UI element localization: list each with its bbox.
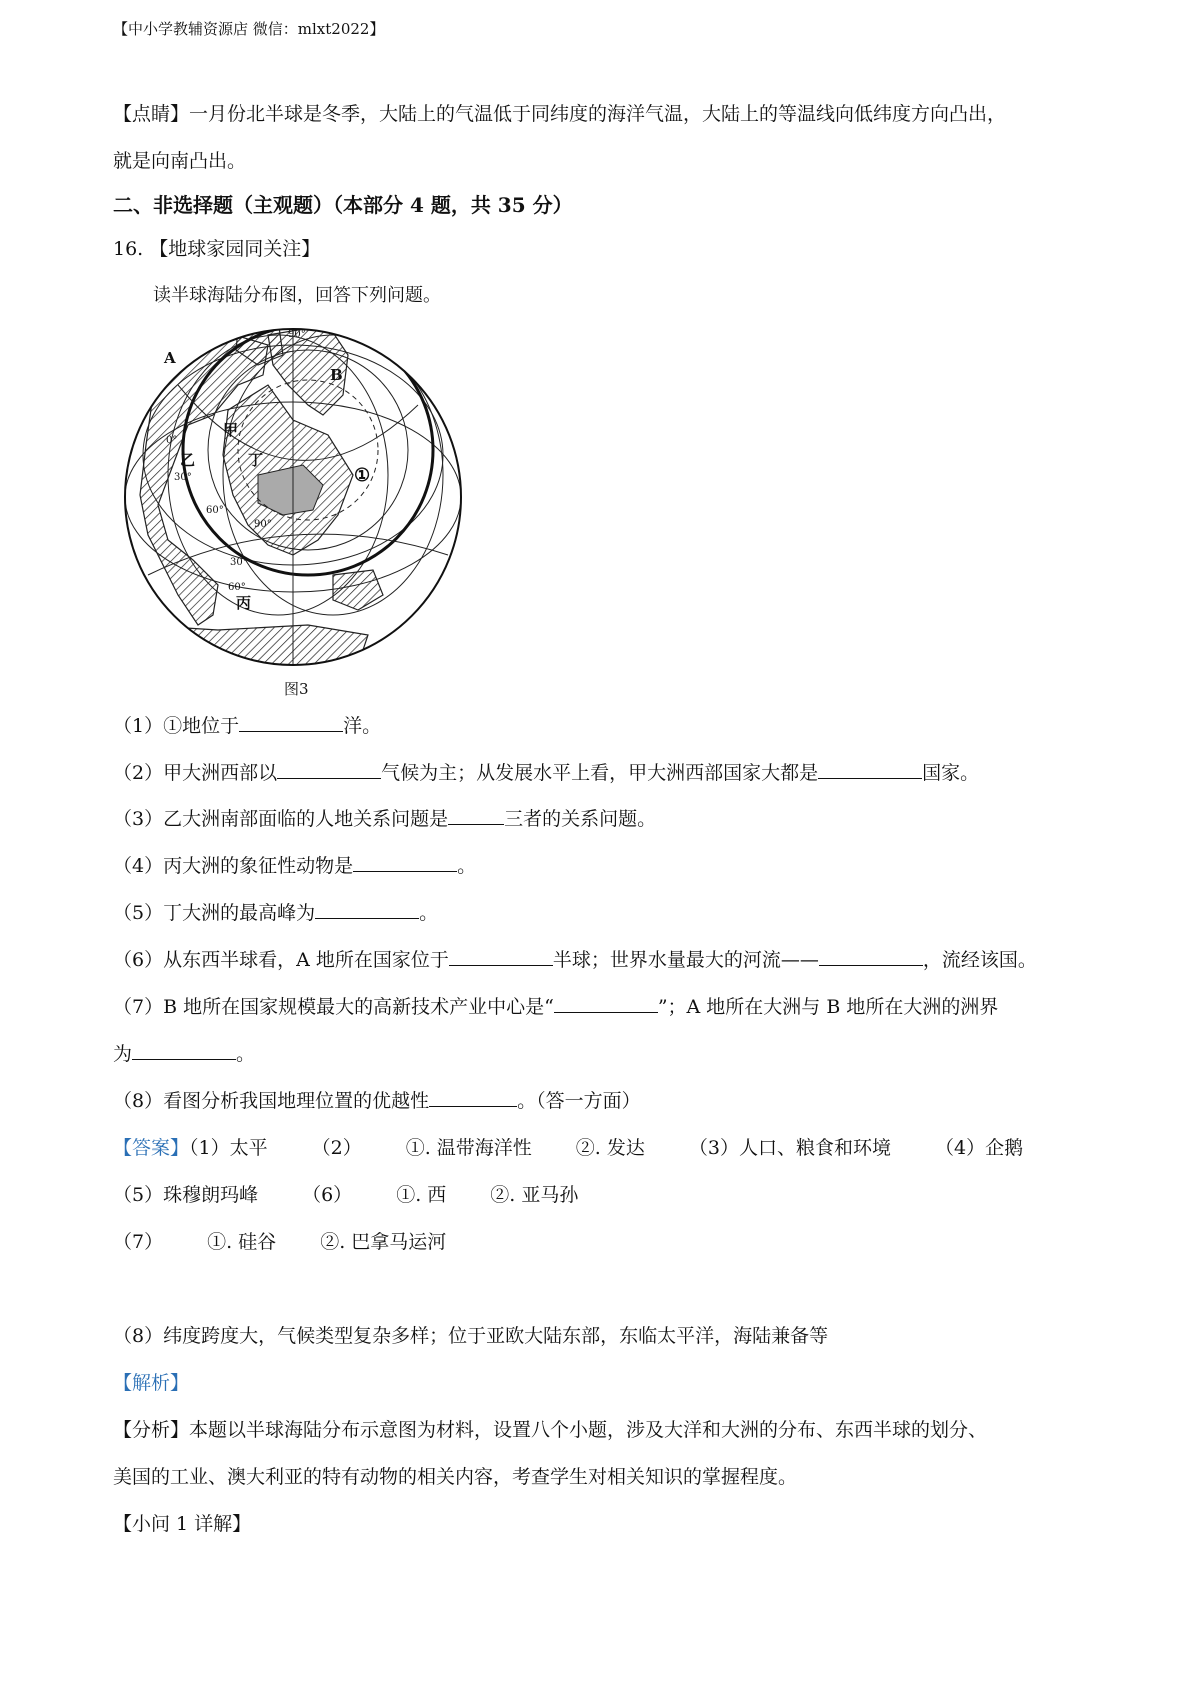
q4-text: （4）丙大洲的象征性动物是 <box>113 855 354 877</box>
q2-text-end: 国家。 <box>922 762 980 784</box>
q6-text-end: ，流经该国。 <box>922 949 1037 971</box>
map-label-bing: 丙 <box>236 594 252 612</box>
question-title: 16. 【地球家园同关注】 <box>113 238 321 260</box>
figure-caption: 图3 <box>284 680 309 698</box>
q2-text-mid: 气候为主；从发展水平上看，甲大洲西部国家大都是 <box>381 762 819 784</box>
map-deg-60-left: 60° <box>206 505 224 516</box>
question-intro: 读半球海陆分布图，回答下列问题。 <box>153 285 441 306</box>
answer-1: （1）太平 <box>189 1137 268 1159</box>
dianjing-line-2: 就是向南凸出。 <box>113 150 247 172</box>
answer-8: （8）纬度跨度大，气候类型复杂多样；位于亚欧大陆东部，东临太平洋，海陆兼备等 <box>113 1325 829 1347</box>
map-label-ding: 丁 <box>248 451 264 469</box>
answer-7-2: ②. 巴拿马运河 <box>320 1231 447 1253</box>
fenxi-line-2: 美国的工业、澳大利亚的特有动物的相关内容，考查学生对相关知识的掌握程度。 <box>113 1466 798 1488</box>
continent-antarctica <box>138 625 368 675</box>
map-deg-60-bottom: 60° <box>228 582 246 593</box>
q7-text-mid: ”；A 地所在大洲与 B 地所在大洲的洲界 <box>657 996 999 1018</box>
analysis-label: 【解析】 <box>113 1372 190 1394</box>
answer-2-1: ①. 温带海洋性 <box>405 1137 532 1159</box>
q8-text-end: 。（答一方面） <box>517 1090 641 1112</box>
map-deg-90-top: 90° <box>288 329 306 340</box>
answer-6: （6） <box>302 1184 353 1206</box>
question-4 <box>113 853 476 879</box>
q4-text-end: 。 <box>457 855 477 877</box>
q1-blank[interactable] <box>239 713 343 732</box>
answer-2-2: ②. 发达 <box>575 1137 645 1159</box>
answer-7-1: ①. 硅谷 <box>207 1231 277 1253</box>
q6-text-mid: 半球；世界水量最大的河流—— <box>552 949 819 971</box>
q2-blank-2[interactable] <box>818 760 922 779</box>
q7-blank-2[interactable] <box>132 1041 236 1060</box>
dianjing-line-1: 【点睛】一月份北半球是冬季，大陆上的气温低于同纬度的海洋气温，大陆上的等温线向低纬度方向凸出， <box>113 103 1007 125</box>
answer-line-3 <box>113 1229 446 1255</box>
q4-blank[interactable] <box>353 853 457 872</box>
map-label-jia: 甲 <box>223 421 239 439</box>
answer-6-1: ①. 西 <box>396 1184 447 1206</box>
q7-text-cont: 为 <box>113 1043 133 1065</box>
answer-2: （2） <box>311 1137 362 1159</box>
q5-blank[interactable] <box>315 900 419 919</box>
q8-text: （8）看图分析我国地理位置的优越性 <box>113 1090 430 1112</box>
map-label-a: A <box>164 349 176 367</box>
question-7-cont <box>113 1041 255 1067</box>
map-deg-0: 0° <box>166 435 178 446</box>
map-deg-30-bottom: 30° <box>230 557 248 568</box>
hemisphere-map <box>118 325 468 685</box>
q6-text: （6）从东西半球看，A 地所在国家位于 <box>113 949 449 971</box>
q7-text: （7）B 地所在国家规模最大的高新技术产业中心是“ <box>113 996 554 1018</box>
header-watermark: 【中小学教辅资源店 微信：mlxt2022】 <box>113 20 385 38</box>
answer-line-2 <box>113 1182 578 1208</box>
answer-7: （7） <box>113 1231 164 1253</box>
q8-blank[interactable] <box>429 1088 517 1107</box>
q7-text-end: 。 <box>236 1043 256 1065</box>
q3-text: （3）乙大洲南部面临的人地关系问题是 <box>113 808 449 830</box>
question-5 <box>113 900 438 926</box>
q6-blank-1[interactable] <box>449 947 553 966</box>
q7-blank-1[interactable] <box>554 994 658 1013</box>
q1-text-end: 洋。 <box>343 715 382 737</box>
question-2 <box>113 760 979 786</box>
answer-4: （4）企鹅 <box>934 1137 1024 1159</box>
map-label-yi: 乙 <box>180 451 196 469</box>
q2-text: （2）甲大洲西部以 <box>113 762 278 784</box>
map-deg-90-bottom: 90° <box>254 519 272 530</box>
question-1 <box>113 713 381 739</box>
q3-text-end: 三者的关系问题。 <box>504 808 657 830</box>
fenxi-line-1: 【分析】本题以半球海陆分布示意图为材料，设置八个小题，涉及大洋和大洲的分布、东西半球的划分、 <box>113 1419 988 1441</box>
q5-text-end: 。 <box>419 902 439 924</box>
q2-blank-1[interactable] <box>277 760 381 779</box>
answer-5: （5）珠穆朗玛峰 <box>113 1184 259 1206</box>
answer-3: （3）人口、粮食和环境 <box>688 1137 891 1159</box>
question-3 <box>113 806 656 832</box>
sub-question-1-detail: 【小问 1 详解】 <box>113 1513 252 1535</box>
map-deg-30-left: 30° <box>174 472 192 483</box>
answer-6-2: ②. 亚马孙 <box>490 1184 579 1206</box>
map-label-circle1: ① <box>354 465 371 486</box>
question-6 <box>113 947 1037 973</box>
q1-text: （1）①地位于 <box>113 715 240 737</box>
q3-blank[interactable] <box>448 806 504 825</box>
question-7 <box>113 994 998 1020</box>
section-title: 二、非选择题（主观题）（本部分 4 题，共 35 分） <box>113 193 573 217</box>
map-label-b: B <box>330 366 343 384</box>
q6-blank-2[interactable] <box>819 947 923 966</box>
answer-line-1 <box>113 1135 1023 1161</box>
answer-label: 【答案】 <box>113 1137 190 1159</box>
q5-text: （5）丁大洲的最高峰为 <box>113 902 316 924</box>
question-8 <box>113 1088 641 1114</box>
